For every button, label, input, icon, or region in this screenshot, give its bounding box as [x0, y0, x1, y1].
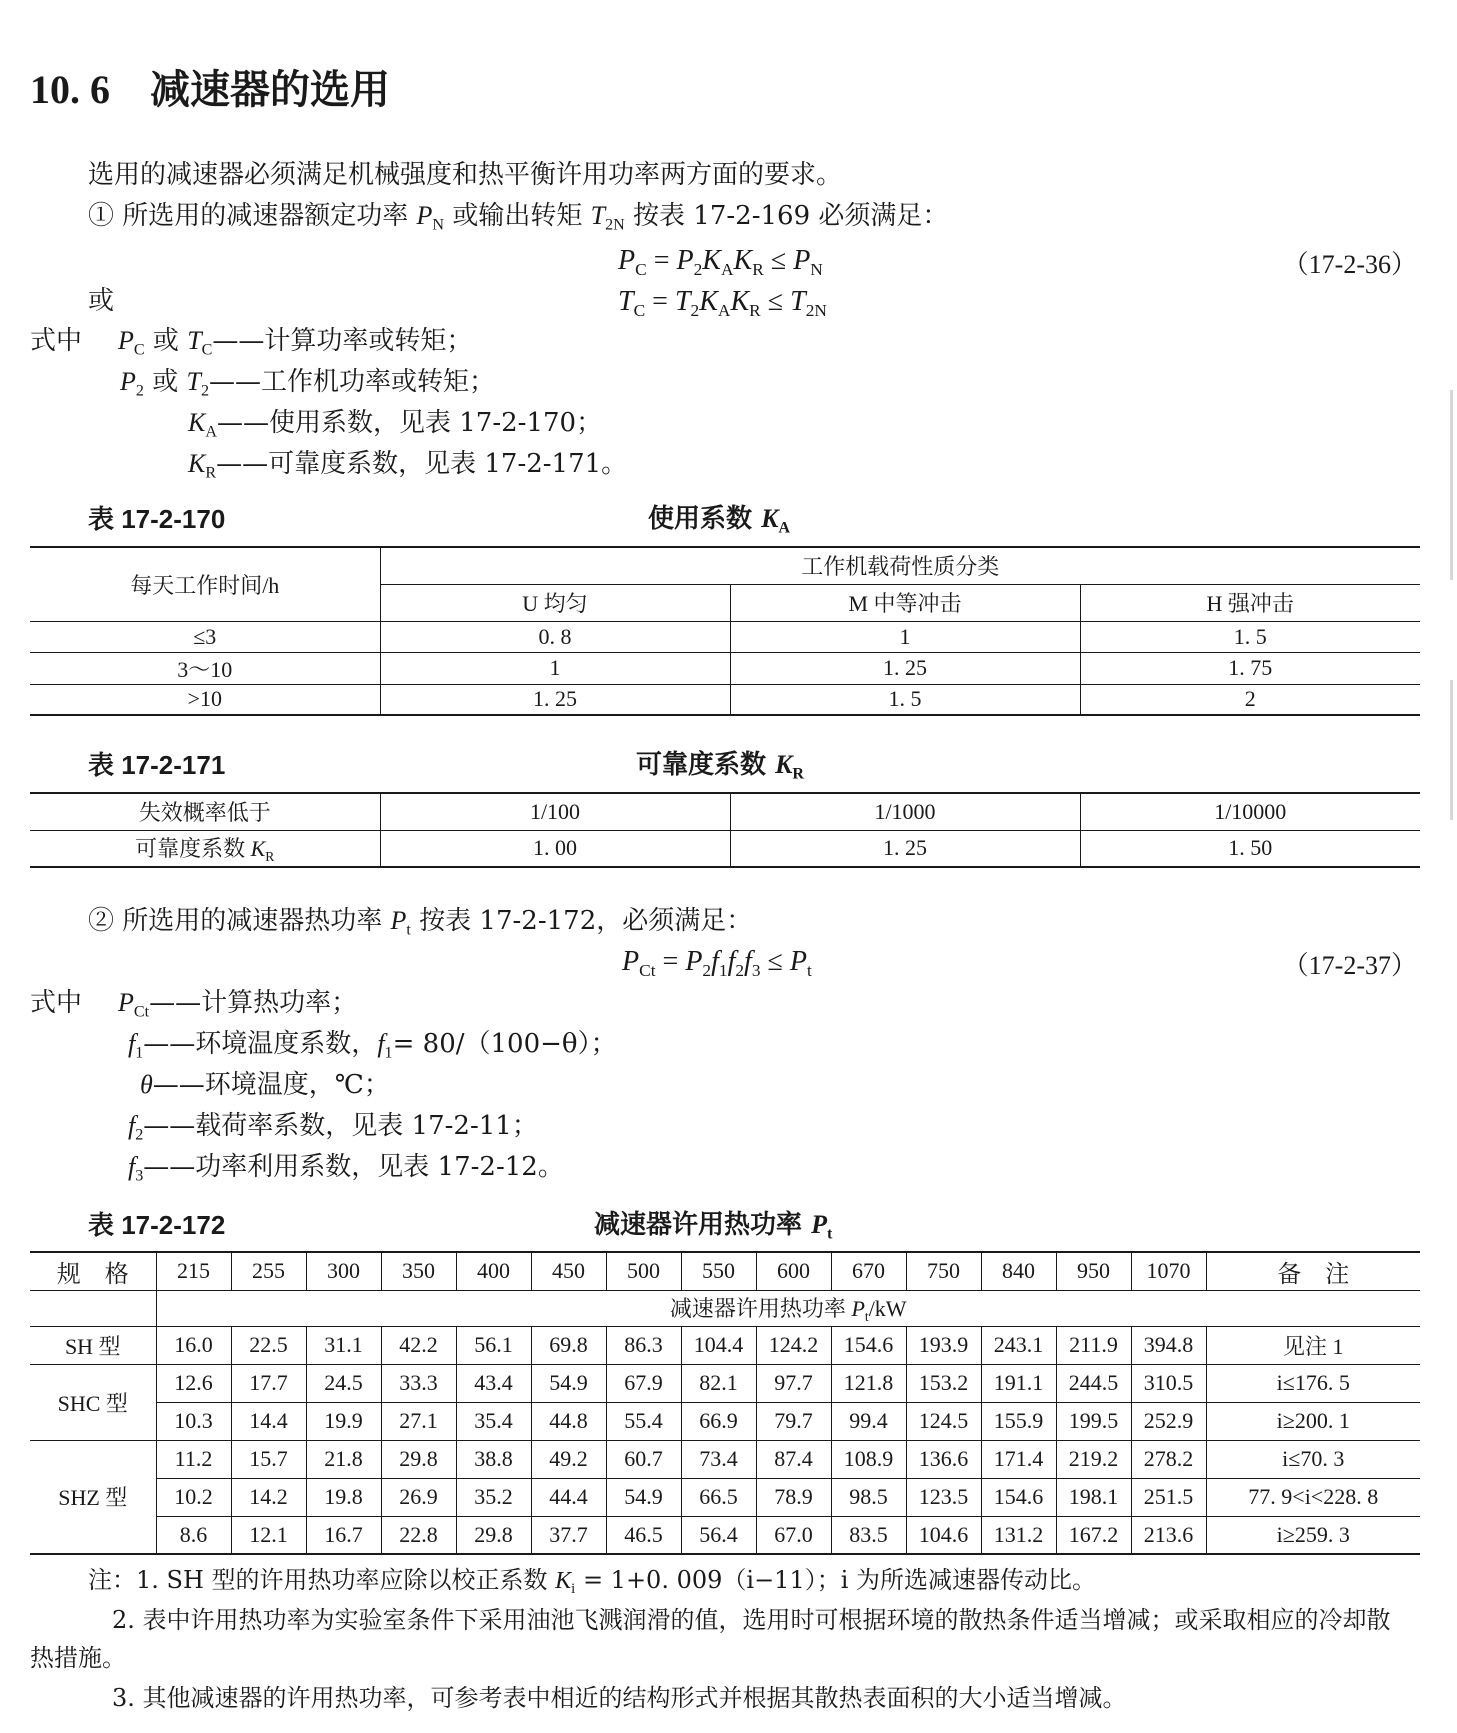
- table172-title: 减速器许用热功率 $P_t$: [594, 1210, 833, 1243]
- table170-col-header: 每天工作时间/h: [30, 547, 380, 621]
- where2-line1: 式中 $P_{Ct}——$计算热功率；: [30, 988, 358, 1021]
- table-row: SHC 型 12.6 17.7 24.5 33.3 43.4 54.9 67.9 82.1 97.7 121.8 153.2 191.1 244.5 310.5 i≤176. 5: [30, 1364, 1420, 1402]
- table170-number: 表 17-2-170: [88, 504, 226, 534]
- equation-number-37: （17-2-37）: [1282, 951, 1417, 980]
- table-row: 10.3 14.4 19.9 27.1 35.4 44.8 55.4 66.9 79.7 99.4 124.5 155.9 199.5 252.9 i≥200. 1: [30, 1402, 1420, 1440]
- page-edge-shadow-lower: [1450, 680, 1453, 820]
- table171-title: 可靠度系数 $K_R$: [636, 750, 805, 783]
- table-row: 可靠度系数 $K_R$ 1. 00 1. 25 1. 50: [30, 830, 1420, 867]
- equation-number-36: （17-2-36）: [1282, 250, 1417, 279]
- note-2-continued: 热措施。: [30, 1644, 126, 1672]
- equation-tc: $T_C = T_2K_AK_R \le T_{2N}$: [618, 286, 827, 321]
- section-heading: [30, 64, 390, 116]
- table171: [30, 792, 1420, 868]
- table-row: ≤3 0. 8 1 1. 5: [30, 621, 1420, 652]
- intro-paragraph: 选用的减速器必须满足机械强度和热平衡许用功率两方面的要求。: [88, 160, 843, 190]
- table-row: 失效概率低于 1/100 1/1000 1/10000: [30, 793, 1420, 830]
- note-2: 2. 表中许用热功率为实验室条件下采用油池飞溅润滑的值，选用时可根据环境的散热条件适当增减；或采取相应的冷却散: [112, 1606, 1391, 1634]
- where1-line4: $K_R——$可靠度系数，见表 17-2-171。: [188, 449, 628, 482]
- where1-line2: $P_2$ 或 $T_2——$工作机功率或转矩；: [120, 367, 496, 400]
- table-row: 3～10 1 1. 25 1. 75: [30, 652, 1420, 684]
- note-1: 注：1. SH 型的许用热功率应除以校正系数 $K_i = 1+0$. 009（i−11）；i 为所选减速器传动比。: [88, 1566, 1097, 1598]
- note-3: 3. 其他减速器的许用热功率，可参考表中相近的结构形式并根据其散热表面积的大小适当增减。: [112, 1684, 1127, 1712]
- item1-paragraph: ① 所选用的减速器额定功率 $P_N$ 或输出转矩 $T_{2N}$ 按表 17-2-169 必须满足：: [88, 201, 949, 234]
- table170-group-header: 工作机载荷性质分类: [380, 547, 1420, 584]
- where2-line5: $f_3——$功率利用系数，见表 17-2-12。: [128, 1152, 564, 1185]
- where1-line3: $K_A——$使用系数，见表 17-2-170；: [188, 408, 603, 441]
- page-edge-shadow: [1450, 390, 1453, 580]
- where1-line1: 式中 $P_C$ 或 $T_C——$计算功率或转矩；: [30, 326, 473, 359]
- or-word: 或: [88, 286, 115, 316]
- table-row: SHZ 型 11.2 15.7 21.8 29.8 38.8 49.2 60.7 73.4 87.4 108.9 136.6 171.4 219.2 278.2 i≤70. 3: [30, 1440, 1420, 1478]
- table-row: 8.6 12.1 16.7 22.8 29.8 37.7 46.5 56.4 67.0 83.5 104.6 131.2 167.2 213.6 i≥259. 3: [30, 1516, 1420, 1554]
- table172-spec-row: 规 格 215 255 300 350 400 450 500 550 600 670 750 840 950 1070 备 注: [30, 1252, 1420, 1290]
- table-row: >10 1. 25 1. 5 2: [30, 684, 1420, 715]
- equation-pc: $P_C = P_2K_AK_R \le P_N$: [618, 245, 823, 280]
- table171-number: 表 17-2-171: [88, 750, 226, 780]
- table172-number: 表 17-2-172: [88, 1210, 226, 1240]
- section-title: 减速器的选用: [150, 66, 390, 113]
- table170-subheader: U 均匀: [380, 584, 730, 621]
- table-row: 10.2 14.2 19.8 26.9 35.2 44.4 54.9 66.5 78.9 98.5 123.5 154.6 198.1 251.5 77. 9<i<228. 8: [30, 1478, 1420, 1516]
- section-number: 10. 6: [30, 67, 110, 112]
- where2-line4: $f_2——$载荷率系数，见表 17-2-11；: [128, 1111, 538, 1144]
- table-row: SH 型 16.0 22.5 31.1 42.2 56.1 69.8 86.3 104.4 124.2 154.6 193.9 243.1 211.9 394.8 见注 1: [30, 1326, 1420, 1364]
- table170-subheader: M 中等冲击: [730, 584, 1080, 621]
- table172: [30, 1251, 1420, 1555]
- item2-paragraph: ② 所选用的减速器热功率 $P_t$ 按表 17-2-172，必须满足：: [88, 906, 753, 939]
- table170-title: 使用系数 $K_A$: [648, 504, 791, 537]
- table170-subheader: H 强冲击: [1080, 584, 1420, 621]
- where2-line3: θ——环境温度，℃；: [140, 1070, 390, 1100]
- where2-line2: $f_1——$环境温度系数，$f_1= 80/(100-\theta)$；: [128, 1029, 617, 1062]
- table170: [30, 546, 1420, 716]
- equation-pct: $P_{Ct} = P_2f_1f_2f_3 \le P_t$: [622, 946, 812, 981]
- table172-unit-row: 减速器许用热功率 $P_t/kW$: [30, 1290, 1420, 1326]
